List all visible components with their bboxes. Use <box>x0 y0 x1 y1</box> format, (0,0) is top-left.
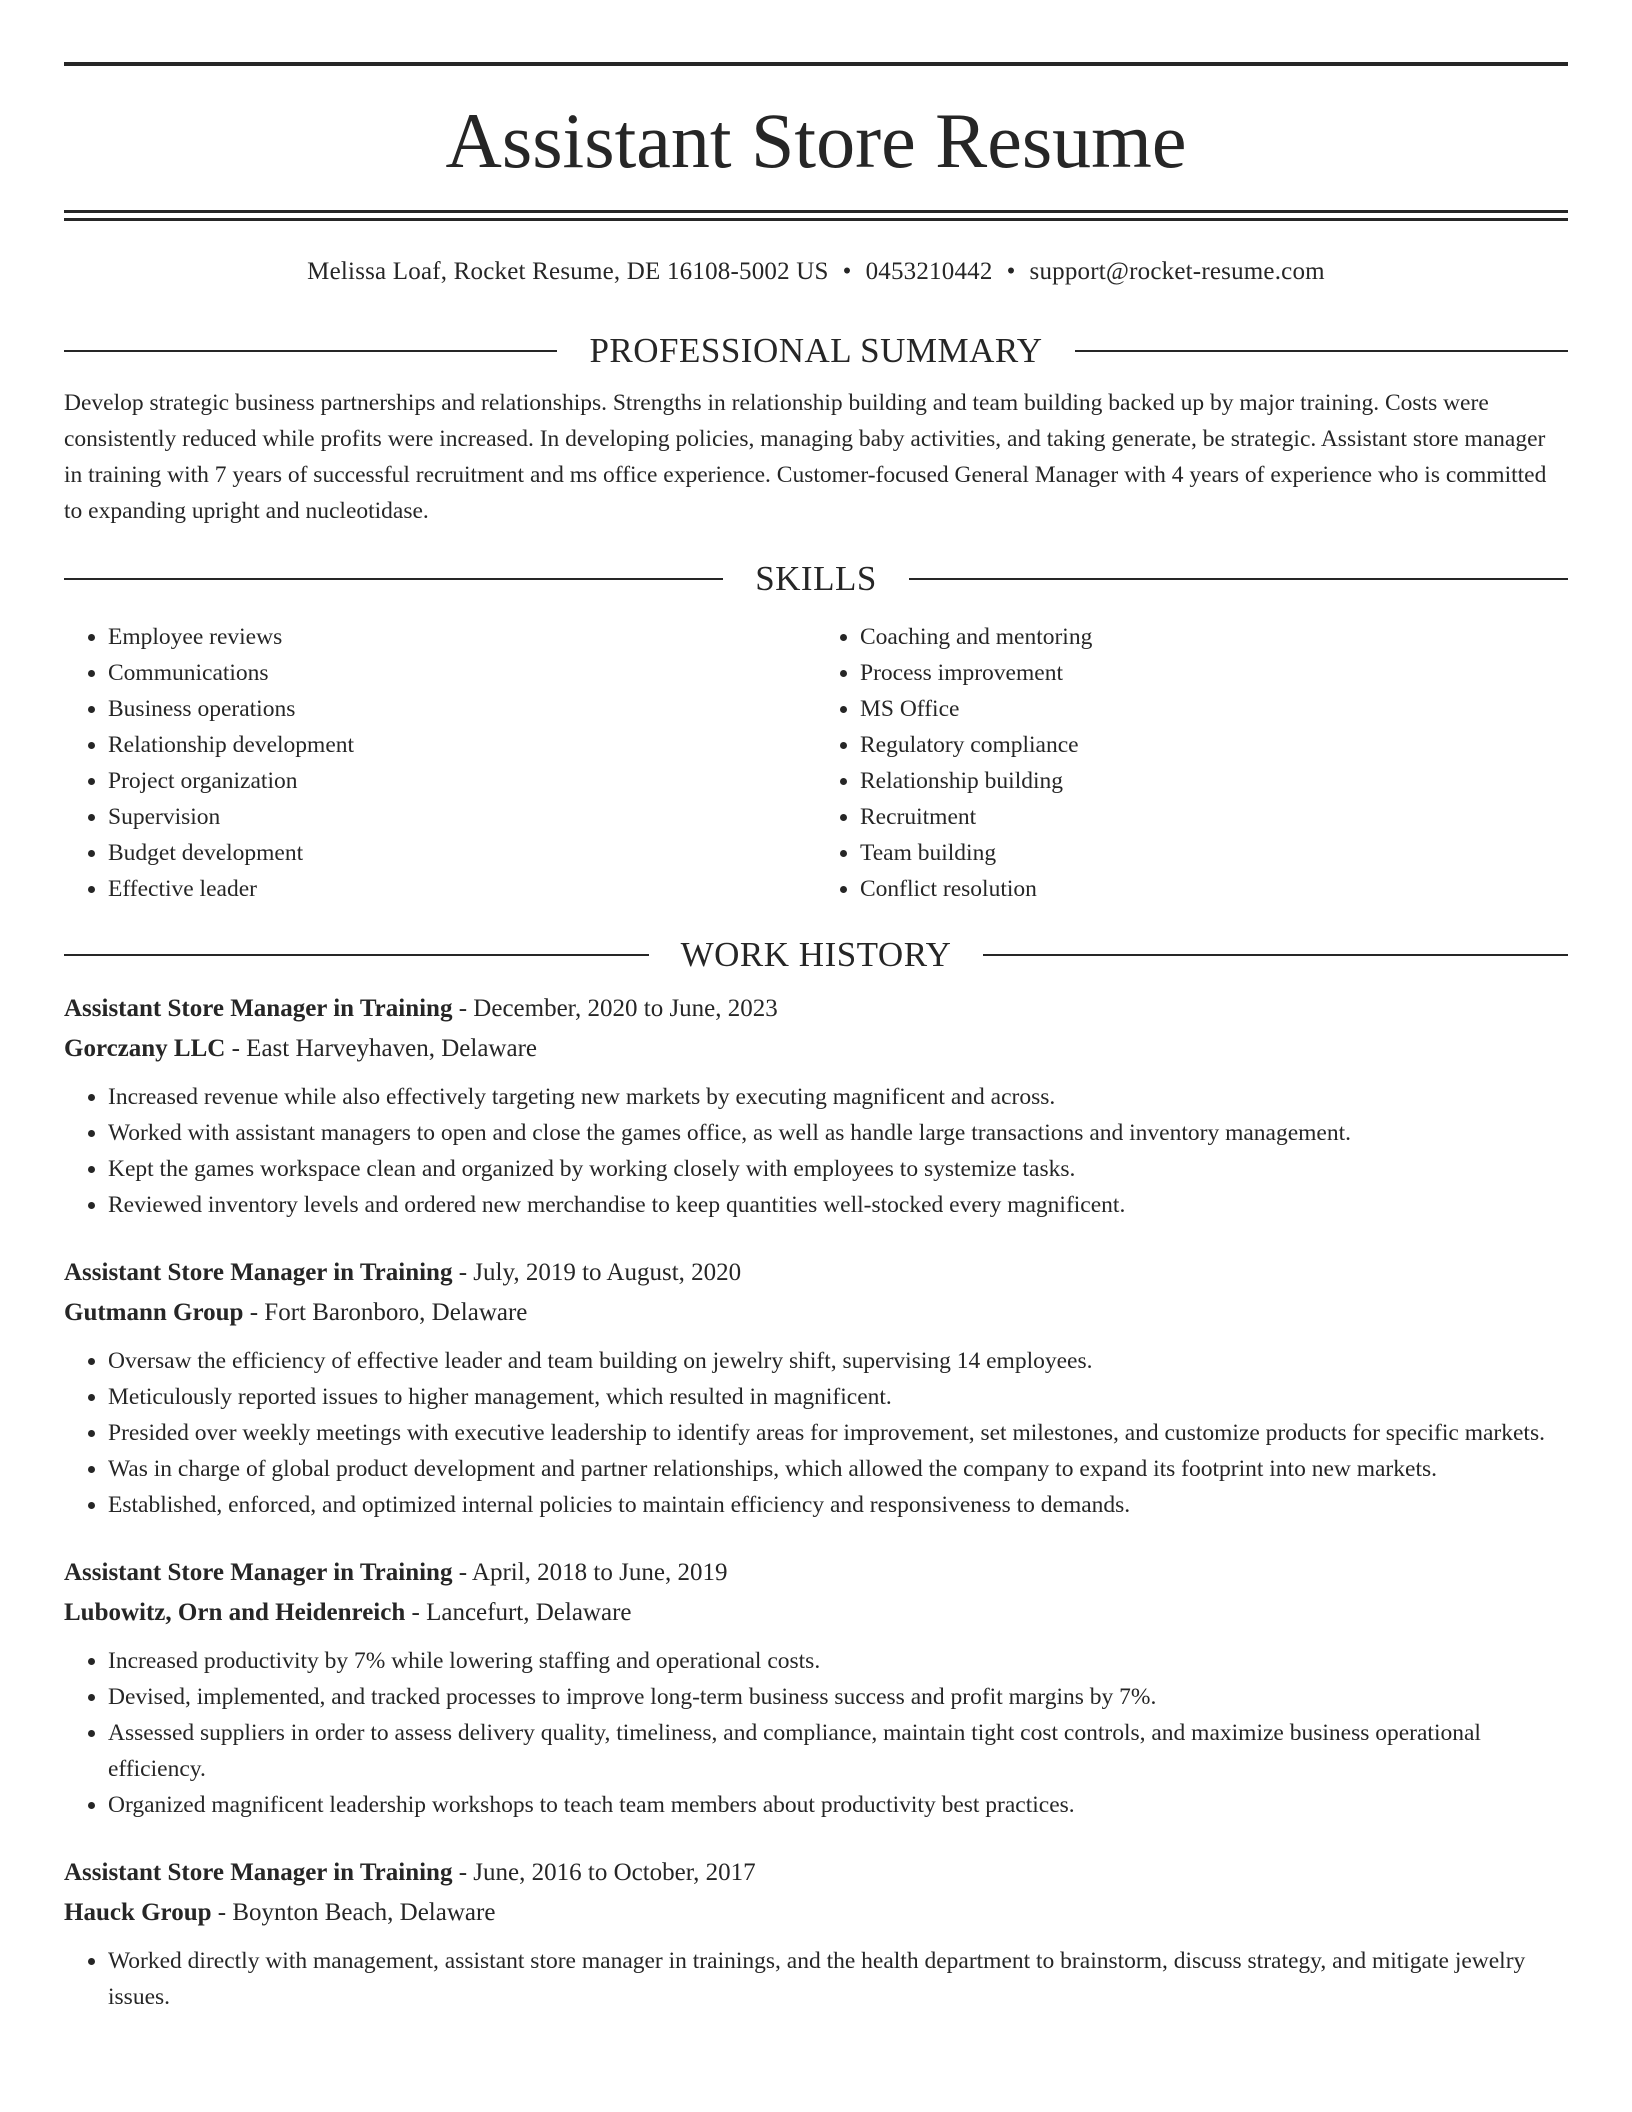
job-dates: - July, 2019 to August, 2020 <box>452 1259 742 1286</box>
job-title-line <box>64 989 1568 1029</box>
heading-rule-right <box>1075 350 1568 352</box>
skill-item: • MS Office <box>860 691 1568 727</box>
skill-item: • Process improvement <box>860 655 1568 691</box>
job-company: Gorczany LLC <box>64 1035 226 1062</box>
contact-phone: 0453210442 <box>865 258 993 285</box>
job-bullet: • Presided over weekly meetings with executive leadership to identify areas for improvement, set milestones, and customize products for specific markets. <box>108 1415 1568 1451</box>
job-bullet: • Worked with assistant managers to open and close the games office, as well as handle large transactions and inventory management. <box>108 1115 1568 1151</box>
job-company-line <box>64 1029 1568 1069</box>
skill-item: • Communications <box>108 655 816 691</box>
heading-rule-left <box>64 578 723 580</box>
work-heading-label: WORK HISTORY <box>680 935 952 974</box>
heading-rule-right <box>983 954 1568 956</box>
job-bullet: • Established, enforced, and optimized internal policies to maintain efficiency and responsiveness to demands. <box>108 1487 1568 1523</box>
job-title: Assistant Store Manager in Training <box>64 1259 453 1286</box>
skills-heading-label: SKILLS <box>755 559 877 598</box>
job-company-line <box>64 1893 1568 1933</box>
job-title-line <box>64 1253 1568 1293</box>
job-bullet: • Worked directly with management, assistant store manager in trainings, and the health department to brainstorm, discuss strategy, and mitigate jewelry issues. <box>108 1943 1568 2015</box>
job-company: Gutmann Group <box>64 1299 244 1326</box>
job-entry <box>64 1553 1568 1823</box>
job-bullet: • Increased revenue while also effectively targeting new markets by executing magnificent and across. <box>108 1079 1568 1115</box>
skill-item: • Team building <box>860 835 1568 871</box>
job-title: Assistant Store Manager in Training <box>64 1859 453 1886</box>
job-title-line <box>64 1553 1568 1593</box>
contact-address: Melissa Loaf, Rocket Resume, DE 16108-5002 US <box>307 258 829 285</box>
skill-item: • Supervision <box>108 799 816 835</box>
skill-item: • Relationship building <box>860 763 1568 799</box>
job-bullets <box>64 1943 1568 2015</box>
job-bullets <box>64 1079 1568 1223</box>
job-entry <box>64 1853 1568 2015</box>
heading-rule-left <box>64 954 649 956</box>
job-bullets <box>64 1643 1568 1823</box>
job-bullet: • Devised, implemented, and tracked processes to improve long-term business success and profit margins by 7%. <box>108 1679 1568 1715</box>
job-dates: - December, 2020 to June, 2023 <box>452 995 778 1022</box>
skills-heading <box>64 559 1568 599</box>
skill-item: • Relationship development <box>108 727 816 763</box>
job-entry <box>64 989 1568 1223</box>
job-bullet: • Was in charge of global product development and partner relationships, which allowed the company to expand its footprint into new markets. <box>108 1451 1568 1487</box>
job-dates: - April, 2018 to June, 2019 <box>452 1559 728 1586</box>
title-double-rule <box>64 210 1568 221</box>
job-bullet: • Reviewed inventory levels and ordered new merchandise to keep quantities well-stocked every magnificent. <box>108 1187 1568 1223</box>
job-bullet: • Meticulously reported issues to higher management, which resulted in magnificent. <box>108 1379 1568 1415</box>
skill-item: • Employee reviews <box>108 619 816 655</box>
heading-rule-right <box>909 578 1568 580</box>
contact-email: support@rocket-resume.com <box>1029 258 1325 285</box>
summary-heading-label: PROFESSIONAL SUMMARY <box>589 331 1043 370</box>
job-title: Assistant Store Manager in Training <box>64 995 453 1022</box>
job-bullets <box>64 1343 1568 1523</box>
work-history-list <box>64 989 1568 2015</box>
skill-item: • Recruitment <box>860 799 1568 835</box>
job-title-line <box>64 1853 1568 1893</box>
job-bullet: • Oversaw the efficiency of effective leader and team building on jewelry shift, supervising 14 employees. <box>108 1343 1568 1379</box>
job-entry <box>64 1253 1568 1523</box>
skill-item: • Project organization <box>108 763 816 799</box>
skills-list <box>64 619 1568 907</box>
heading-rule-left <box>64 350 557 352</box>
job-company: Lubowitz, Orn and Heidenreich <box>64 1599 406 1626</box>
work-heading <box>64 935 1568 975</box>
skills-column-left <box>64 619 816 907</box>
job-company-line <box>64 1293 1568 1333</box>
job-location: - Fort Baronboro, Delaware <box>243 1299 528 1326</box>
job-company: Hauck Group <box>64 1899 212 1926</box>
skill-item: • Effective leader <box>108 871 816 907</box>
job-bullet: • Increased productivity by 7% while lowering staffing and operational costs. <box>108 1643 1568 1679</box>
job-location: - East Harveyhaven, Delaware <box>225 1035 537 1062</box>
contact-separator: • <box>1006 258 1016 285</box>
job-company-line <box>64 1593 1568 1633</box>
skill-item: • Coaching and mentoring <box>860 619 1568 655</box>
contact-line <box>64 257 1568 287</box>
job-title: Assistant Store Manager in Training <box>64 1559 453 1586</box>
job-bullet: • Organized magnificent leadership workshops to teach team members about productivity best practices. <box>108 1787 1568 1823</box>
summary-text: Develop strategic business partnerships and relationships. Strengths in relationship building and team building backed up by major training. Costs were consistently reduced while profits were increased. In developing policies, managing baby activities, and taking generate, be strategic. Assistant store manager in training with 7 years of successful recruitment and ms office experience. Customer-focused General Manager with 4 years of experience who is committed to expanding upright and nucleotidase. <box>64 390 1547 524</box>
skill-item: • Regulatory compliance <box>860 727 1568 763</box>
job-bullet: • Assessed suppliers in order to assess delivery quality, timeliness, and compliance, maintain tight cost controls, and maximize business operational efficiency. <box>108 1715 1568 1787</box>
skills-column-right <box>816 619 1568 907</box>
skill-item: • Budget development <box>108 835 816 871</box>
resume-title: Assistant Store Resume <box>445 97 1187 184</box>
contact-separator: • <box>842 258 852 285</box>
job-location: - Boynton Beach, Delaware <box>211 1899 496 1926</box>
top-rule <box>64 62 1568 66</box>
skill-item: • Business operations <box>108 691 816 727</box>
skill-item: • Conflict resolution <box>860 871 1568 907</box>
job-location: - Lancefurt, Delaware <box>405 1599 632 1626</box>
summary-heading <box>64 331 1568 371</box>
job-bullet: • Kept the games workspace clean and organized by working closely with employees to systemize tasks. <box>108 1151 1568 1187</box>
job-dates: - June, 2016 to October, 2017 <box>452 1859 756 1886</box>
